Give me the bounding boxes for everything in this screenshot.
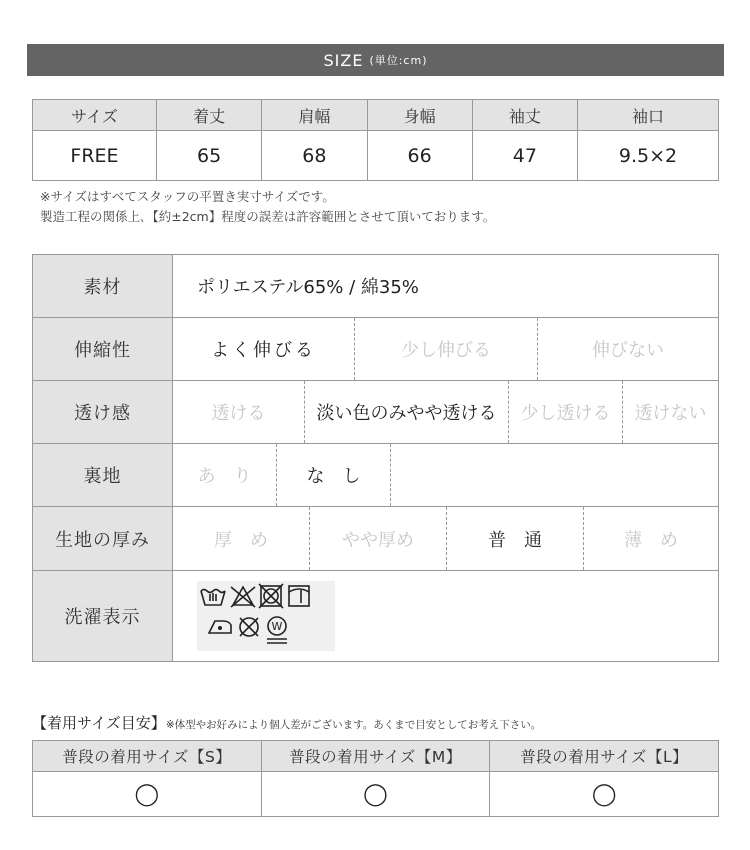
size-value-cell: 68 xyxy=(262,131,367,181)
size-note: ※サイズはすべてスタッフの平置き実寸サイズです。 xyxy=(40,189,335,204)
no-dry-clean-icon xyxy=(240,618,258,636)
size-unit: (単位:cm) xyxy=(369,54,428,67)
thickness-option: やや厚め xyxy=(310,507,447,570)
fit-table-row xyxy=(33,772,719,817)
iron-low-icon xyxy=(209,621,231,633)
stretch-option: 少し伸びる xyxy=(355,318,538,380)
fit-guide-note: ※体型やお好みにより個人差がございます。あくまで目安としてお考え下さい。 xyxy=(165,719,542,731)
size-value-cell: 9.5×2 xyxy=(578,131,719,181)
thickness-option: 薄 め xyxy=(624,529,678,551)
size-title-bar xyxy=(27,44,724,76)
fit-table-header xyxy=(33,741,719,772)
fit-value-cell: ◯ xyxy=(490,772,719,817)
hand-wash-icon xyxy=(201,590,225,606)
sheerness-option: 透けない xyxy=(634,403,707,424)
thickness-option: 厚 め xyxy=(173,507,310,570)
wash-symbols xyxy=(197,581,335,651)
size-header-cell: 肩幅 xyxy=(262,100,367,131)
sheerness-row xyxy=(33,381,718,444)
no-bleach-icon xyxy=(231,587,255,607)
fit-guide-heading: 【着用サイズ目安】 xyxy=(32,714,166,732)
size-header-cell: 着丈 xyxy=(157,100,262,131)
size-header-cell: 袖丈 xyxy=(472,100,577,131)
material-table xyxy=(32,254,719,662)
lining-option: あ り xyxy=(173,444,277,506)
stretch-row xyxy=(33,318,718,381)
size-header-cell: サイズ xyxy=(33,100,157,131)
fit-guide-title xyxy=(32,712,541,733)
thickness-option: 普 通 xyxy=(447,507,584,570)
stretch-option: 伸びない xyxy=(592,340,664,361)
size-value-cell: 65 xyxy=(157,131,262,181)
material-row xyxy=(33,255,718,318)
size-table-row xyxy=(33,131,719,181)
stretch-label: 伸縮性 xyxy=(33,318,173,380)
material-value: ポリエステル65% / 綿35% xyxy=(197,277,419,298)
tolerance-note: 製造工程の関係上､【約±2cm】程度の誤差は許容範囲とさせて頂いております。 xyxy=(40,209,496,224)
size-value-cell: FREE xyxy=(33,131,157,181)
fit-value-cell: ◯ xyxy=(261,772,490,817)
fit-header-cell: 普段の着用サイズ【S】 xyxy=(33,741,262,772)
size-header-cell: 袖口 xyxy=(578,100,719,131)
washing-label: 洗濯表示 xyxy=(33,571,173,661)
size-value-cell: 66 xyxy=(367,131,472,181)
fit-table xyxy=(32,740,719,817)
sheerness-label: 透け感 xyxy=(33,381,173,443)
svg-text:W: W xyxy=(271,620,283,633)
thickness-label: 生地の厚み xyxy=(33,507,173,570)
size-table xyxy=(32,99,719,181)
fit-value-cell: ◯ xyxy=(33,772,262,817)
lining-option: な し xyxy=(277,444,391,506)
line-dry-icon xyxy=(289,586,309,606)
fit-header-cell: 普段の着用サイズ【L】 xyxy=(490,741,719,772)
sheerness-option: 淡い色のみやや透ける xyxy=(305,381,509,443)
size-header-cell: 身幅 xyxy=(367,100,472,131)
size-table-header xyxy=(33,100,719,131)
washing-row xyxy=(33,571,718,661)
fit-header-cell: 普段の着用サイズ【M】 xyxy=(261,741,490,772)
size-title: SIZE xyxy=(323,50,364,70)
size-value-cell: 47 xyxy=(472,131,577,181)
wash-symbols-graphic xyxy=(197,581,335,651)
sheerness-option: 透ける xyxy=(173,381,305,443)
stretch-option: よく伸びる xyxy=(173,318,355,380)
material-label: 素材 xyxy=(33,255,173,317)
lining-label: 裏地 xyxy=(33,444,173,506)
lining-row xyxy=(33,444,718,507)
sheerness-option: 少し透ける xyxy=(509,381,623,443)
thickness-row xyxy=(33,507,718,571)
no-tumble-dry-icon xyxy=(259,584,283,608)
